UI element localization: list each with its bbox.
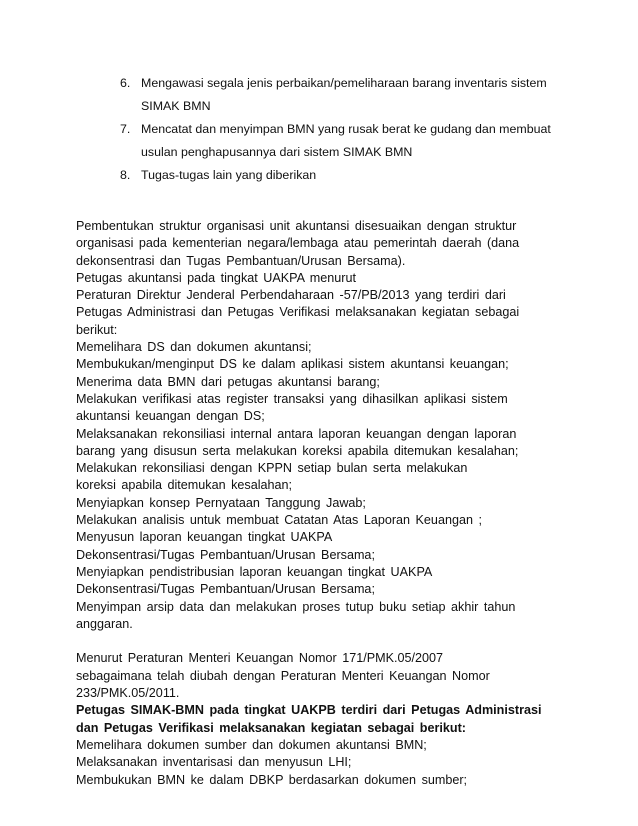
list-text-line: Tugas-tugas lain yang diberikan	[141, 168, 317, 182]
body-line: koreksi apabila ditemukan kesalahan;	[76, 478, 293, 493]
body-line: Menyiapkan konsep Pernyataan Tanggung Jawab;	[76, 495, 366, 510]
body-line: barang yang disusun serta melakukan koreksi apabila ditemukan kesalahan;	[76, 443, 519, 458]
body-line: Peraturan Direktur Jenderal Perbendaharaan -57/PB/2013 yang terdiri dari	[76, 288, 506, 303]
body-line: Melakukan analisis untuk membuat Catatan Atas Laporan Keuangan ;	[76, 513, 482, 528]
body-line: Menyimpan arsip data dan melakukan proses tutup buku setiap akhir tahun	[76, 599, 516, 614]
body-line: Melaksanakan inventarisasi dan menyusun LHI;	[76, 755, 352, 770]
list-number: 7.	[120, 122, 131, 136]
body-line: Petugas Administrasi dan Petugas Verifikasi melaksanakan kegiatan sebagai	[76, 305, 520, 320]
body-line: Membukukan BMN ke dalam DBKP berdasarkan dokumen sumber;	[76, 772, 468, 787]
bold-heading-line: Petugas SIMAK-BMN pada tingkat UAKPB terdiri dari Petugas Administrasi	[76, 703, 542, 718]
list-number: 8.	[120, 168, 131, 182]
bold-heading-line: dan Petugas Verifikasi melaksanakan kegiatan sebagai berikut:	[76, 720, 466, 735]
list-item	[120, 72, 570, 118]
body-line: organisasi pada kementerian negara/lembaga atau pemerintah daerah (dana	[76, 236, 520, 251]
list-text-line: SIMAK BMN	[141, 99, 211, 113]
body-line: Dekonsentrasi/Tugas Pembantuan/Urusan Bersama;	[76, 547, 375, 562]
body-line: Melaksanakan rekonsiliasi internal antara laporan keuangan dengan laporan	[76, 426, 517, 441]
body-line: Melakukan rekonsiliasi dengan KPPN setiap bulan serta melakukan	[76, 461, 468, 476]
body-line: Menyusun laporan keuangan tingkat UAKPA	[76, 530, 333, 545]
body-line: Menurut Peraturan Menteri Keuangan Nomor 171/PMK.05/2007	[76, 651, 444, 666]
list-text-line: Mencatat dan menyimpan BMN yang rusak berat ke gudang dan membuat	[141, 122, 551, 136]
body-line: Pembentukan struktur organisasi unit akuntansi disesuaikan dengan struktur	[76, 219, 517, 233]
body-line: Membukukan/menginput DS ke dalam aplikasi sistem akuntansi keuangan;	[76, 357, 509, 372]
blank-line	[76, 633, 576, 650]
body-line: Memelihara DS dan dokumen akuntansi;	[76, 340, 312, 355]
body-line: Melakukan verifikasi atas register transaksi yang dihasilkan aplikasi sistem	[76, 391, 508, 406]
body-line: berikut:	[76, 322, 118, 337]
body-text	[76, 218, 576, 789]
list-text-line: usulan penghapusannya dari sistem SIMAK BMN	[141, 145, 413, 159]
body-line: Petugas akuntansi pada tingkat UAKPA menurut	[76, 270, 357, 285]
body-line: Menerima data BMN dari petugas akuntansi barang;	[76, 374, 380, 389]
body-line: Dekonsentrasi/Tugas Pembantuan/Urusan Bersama;	[76, 582, 375, 597]
body-line: 233/PMK.05/2011.	[76, 686, 180, 701]
body-line: Menyiapkan pendistribusian laporan keuangan tingkat UAKPA	[76, 564, 433, 579]
body-line: Memelihara dokumen sumber dan dokumen akuntansi BMN;	[76, 737, 427, 752]
list-text-line: Mengawasi segala jenis perbaikan/pemeliharaan barang inventaris sistem	[141, 76, 547, 90]
list-item	[120, 164, 570, 187]
list-item	[120, 118, 570, 164]
body-line: akuntansi keuangan dengan DS;	[76, 409, 265, 424]
body-line: dekonsentrasi dan Tugas Pembantuan/Urusan Bersama).	[76, 253, 406, 268]
body-line: anggaran.	[76, 616, 133, 631]
body-line: sebagaimana telah diubah dengan Peraturan Menteri Keuangan Nomor	[76, 668, 490, 683]
list-number: 6.	[120, 76, 131, 90]
numbered-list	[120, 72, 570, 187]
